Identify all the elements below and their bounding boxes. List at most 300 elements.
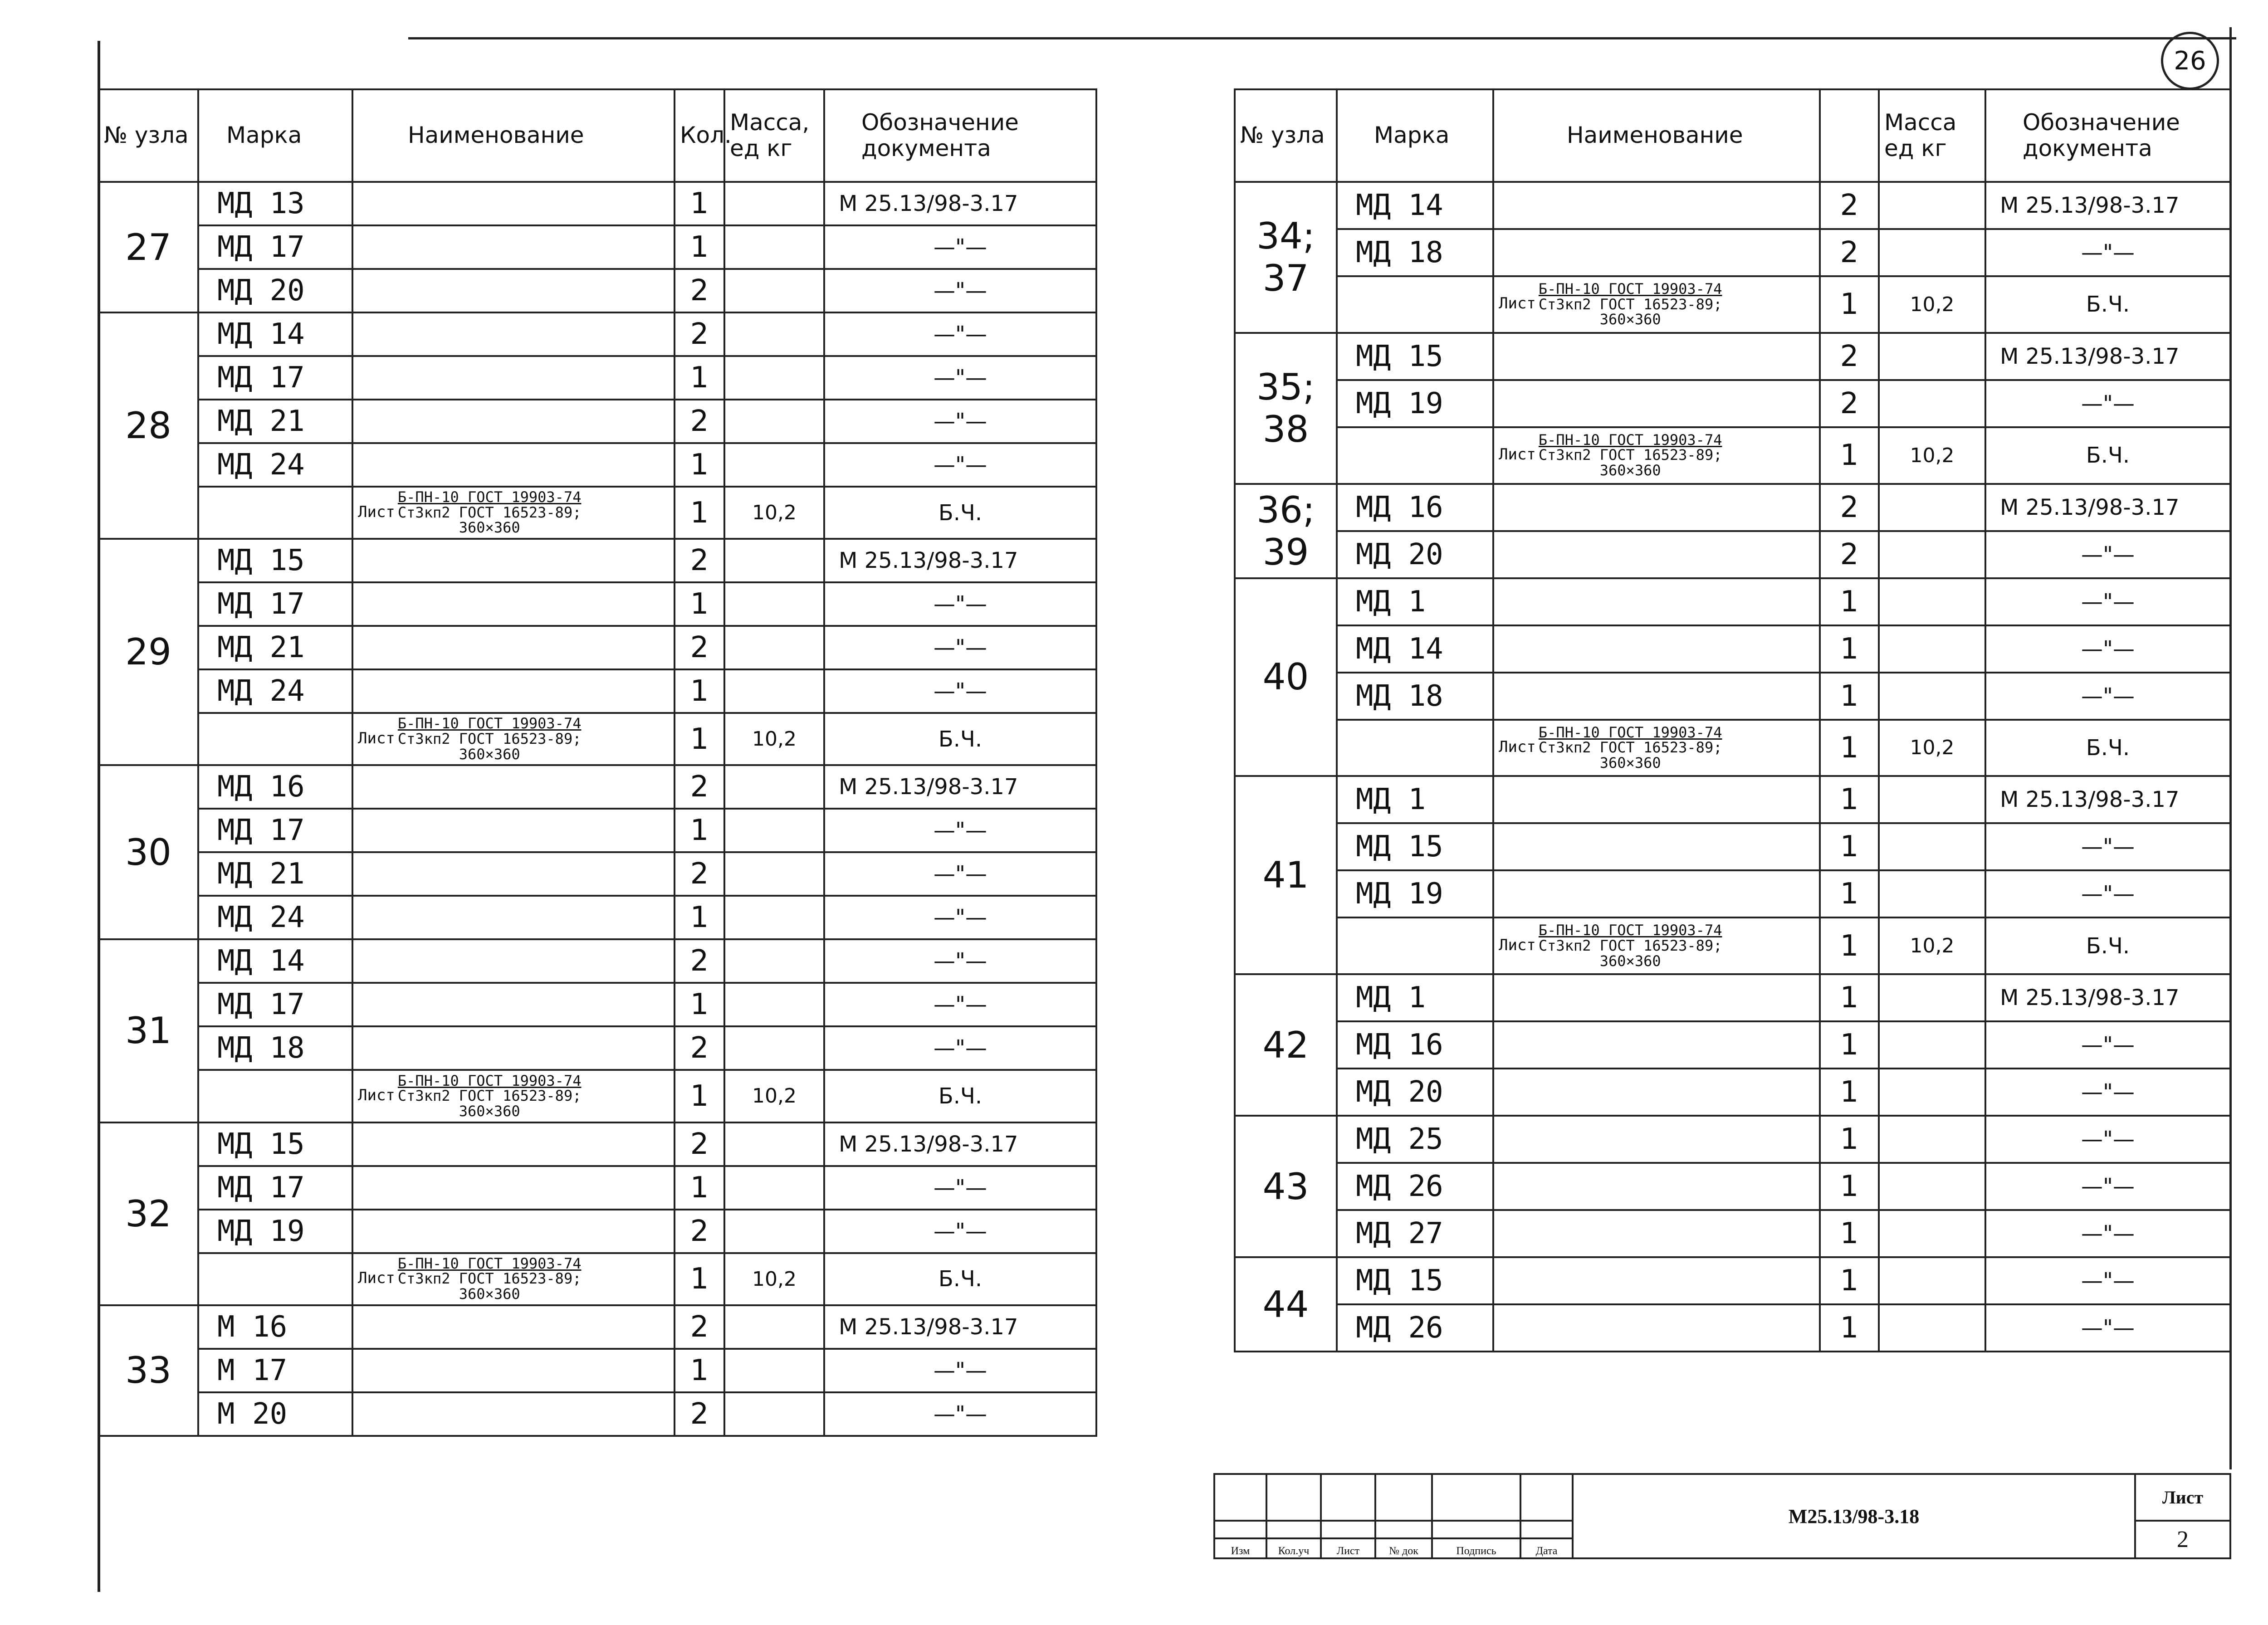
qty-cell: 1	[1820, 1257, 1879, 1304]
qty-cell: 1	[1820, 1116, 1879, 1163]
left-spec-table	[98, 88, 1097, 1437]
document-code: М25.13/98-3.18	[1573, 1474, 2135, 1558]
marka-cell: МД 21	[198, 852, 352, 896]
marka-cell: МД 1	[1337, 578, 1493, 625]
name-cell	[1493, 1210, 1820, 1257]
mass-cell: 10,2	[724, 487, 824, 539]
marka-cell	[198, 487, 352, 539]
name-fraction	[1539, 923, 1722, 969]
marka-cell: МД 20	[1337, 531, 1493, 578]
name-cell	[352, 765, 675, 809]
node-number: 31	[98, 939, 198, 1122]
name-cell	[1493, 1116, 1820, 1163]
qty-cell: 2	[675, 939, 724, 983]
col-mass-header: Масса, ед кг	[724, 89, 824, 182]
table-row	[1235, 1163, 2230, 1210]
name-cell	[1493, 673, 1820, 720]
qty-cell: 2	[675, 400, 724, 443]
doc-cell: М 25.13/98-3.17	[1985, 484, 2230, 531]
table-row	[98, 539, 1096, 582]
marka-cell	[1337, 917, 1493, 974]
mass-cell	[1879, 229, 1985, 276]
col-mass-header: Масса ед кг	[1879, 89, 1985, 182]
table-row	[98, 852, 1096, 896]
doc-cell: М 25.13/98-3.17	[1985, 182, 2230, 229]
name-grade: Б-ПН-10 ГОСТ 19903-74	[397, 1072, 582, 1089]
qty-cell: 1	[675, 487, 724, 539]
table-row	[1235, 673, 2230, 720]
stamp-cell	[1432, 1521, 1520, 1538]
marka-cell: МД 15	[1337, 1257, 1493, 1304]
mass-cell	[1879, 1069, 1985, 1116]
doc-cell: —"—	[824, 939, 1096, 983]
name-size: 360×360	[459, 1285, 520, 1303]
qty-cell: 1	[675, 356, 724, 400]
stamp-cell	[1520, 1521, 1573, 1538]
qty-cell: 2	[675, 312, 724, 356]
qty-cell: 1	[675, 182, 724, 225]
qty-cell: 1	[675, 1070, 724, 1122]
col-qty-header: Кол.	[675, 89, 724, 182]
qty-cell: 2	[1820, 182, 1879, 229]
node-number: 33	[98, 1305, 198, 1436]
qty-cell: 1	[675, 896, 724, 939]
qty-cell: 2	[1820, 380, 1879, 427]
table-row	[98, 765, 1096, 809]
doc-cell: —"—	[1985, 870, 2230, 917]
mass-cell: 10,2	[1879, 276, 1985, 333]
doc-cell: —"—	[1985, 1069, 2230, 1116]
marka-cell: МД 15	[198, 539, 352, 582]
marka-cell	[1337, 720, 1493, 776]
table-row	[98, 1026, 1096, 1070]
mass-cell	[1879, 333, 1985, 380]
doc-cell: —"—	[824, 1166, 1096, 1210]
table-row	[1235, 776, 2230, 823]
name-grade: Б-ПН-10 ГОСТ 19903-74	[1538, 922, 1722, 939]
mass-cell	[724, 669, 824, 713]
node-number: 30	[98, 765, 198, 939]
name-cell	[1493, 776, 1820, 823]
name-prefix: Лист	[358, 1269, 395, 1288]
col-name-header: Наименование	[352, 89, 675, 182]
mass-cell	[724, 443, 824, 487]
qty-cell: 2	[1820, 229, 1879, 276]
name-cell	[352, 1349, 675, 1392]
doc-cell: Б.Ч.	[824, 713, 1096, 765]
doc-cell: —"—	[824, 225, 1096, 269]
name-fraction	[398, 1074, 582, 1119]
mass-cell	[1879, 1257, 1985, 1304]
table-row	[98, 1070, 1096, 1122]
marka-cell: МД 17	[198, 1166, 352, 1210]
name-cell	[352, 400, 675, 443]
qty-cell: 1	[1820, 276, 1879, 333]
name-cell	[352, 182, 675, 225]
mass-cell	[1879, 531, 1985, 578]
qty-cell: 2	[675, 852, 724, 896]
marka-cell: МД 16	[1337, 1021, 1493, 1069]
node-number: 34; 37	[1235, 182, 1337, 333]
doc-cell: —"—	[1985, 625, 2230, 673]
name-cell	[1493, 720, 1820, 776]
name-fraction	[398, 716, 582, 762]
doc-cell: М 25.13/98-3.17	[824, 1305, 1096, 1349]
marka-cell: МД 15	[198, 1122, 352, 1166]
marka-cell: МД 18	[1337, 229, 1493, 276]
mass-cell	[724, 269, 824, 312]
mass-cell: 10,2	[724, 1253, 824, 1305]
marka-cell: МД 27	[1337, 1210, 1493, 1257]
name-cell	[1493, 1257, 1820, 1304]
marka-cell: МД 19	[198, 1210, 352, 1253]
doc-cell: —"—	[824, 852, 1096, 896]
stamp-label-kol-uch: Кол.уч	[1266, 1538, 1321, 1558]
col-doc-header: Обозначение документа	[1985, 89, 2230, 182]
name-cell	[1493, 578, 1820, 625]
table-row	[1235, 625, 2230, 673]
mass-cell	[1879, 484, 1985, 531]
doc-cell: —"—	[1985, 229, 2230, 276]
name-cell	[352, 713, 675, 765]
marka-cell: МД 16	[198, 765, 352, 809]
mass-cell: 10,2	[1879, 720, 1985, 776]
doc-cell: —"—	[1985, 531, 2230, 578]
qty-cell: 1	[1820, 917, 1879, 974]
doc-cell: М 25.13/98-3.17	[824, 1122, 1096, 1166]
doc-cell: —"—	[1985, 1021, 2230, 1069]
qty-cell: 2	[675, 269, 724, 312]
mass-cell	[1879, 673, 1985, 720]
name-cell	[352, 1166, 675, 1210]
mass-cell	[724, 765, 824, 809]
table-row	[1235, 1257, 2230, 1304]
name-grade: Б-ПН-10 ГОСТ 19903-74	[397, 715, 582, 732]
stamp-cell	[1214, 1521, 1266, 1538]
qty-cell: 1	[1820, 1021, 1879, 1069]
doc-cell: Б.Ч.	[824, 487, 1096, 539]
name-cell	[1493, 974, 1820, 1021]
name-cell	[352, 939, 675, 983]
left-header-row	[98, 89, 1096, 182]
qty-cell: 2	[675, 539, 724, 582]
marka-cell: МД 13	[198, 182, 352, 225]
doc-cell: —"—	[1985, 823, 2230, 870]
name-cell	[1493, 1021, 1820, 1069]
marka-cell: МД 15	[1337, 823, 1493, 870]
doc-cell: —"—	[1985, 1210, 2230, 1257]
name-grade: Б-ПН-10 ГОСТ 19903-74	[397, 488, 582, 506]
right-table-body	[1235, 182, 2230, 1352]
name-size: 360×360	[459, 745, 520, 763]
marka-cell: МД 18	[1337, 673, 1493, 720]
table-row	[98, 713, 1096, 765]
qty-cell: 1	[1820, 823, 1879, 870]
stamp-label-date: Дата	[1520, 1538, 1573, 1558]
mass-cell	[724, 1392, 824, 1436]
mass-cell	[724, 1349, 824, 1392]
doc-cell: —"—	[1985, 380, 2230, 427]
doc-cell: М 25.13/98-3.17	[824, 182, 1096, 225]
node-number: 29	[98, 539, 198, 765]
sheet-label: Лист	[2135, 1474, 2230, 1521]
name-size: 360×360	[1599, 952, 1661, 970]
name-cell	[1493, 484, 1820, 531]
right-spec-table	[1234, 88, 2231, 1352]
table-row	[1235, 823, 2230, 870]
marka-cell: МД 14	[198, 312, 352, 356]
name-cell	[352, 896, 675, 939]
node-number: 41	[1235, 776, 1337, 974]
name-cell	[1493, 1069, 1820, 1116]
name-cell	[352, 1305, 675, 1349]
qty-cell: 1	[675, 1253, 724, 1305]
qty-cell: 1	[1820, 625, 1879, 673]
doc-cell: —"—	[1985, 673, 2230, 720]
mass-cell: 10,2	[1879, 917, 1985, 974]
doc-cell: —"—	[824, 896, 1096, 939]
mass-cell	[724, 356, 824, 400]
mass-cell	[724, 182, 824, 225]
marka-cell: МД 21	[198, 626, 352, 669]
marka-cell	[1337, 427, 1493, 484]
qty-cell: 1	[1820, 578, 1879, 625]
name-steel: Ст3кп2 ГОСТ 16523-89;	[397, 1087, 582, 1105]
name-cell	[1493, 917, 1820, 974]
table-row	[98, 269, 1096, 312]
mass-cell	[1879, 1021, 1985, 1069]
name-fraction	[398, 1256, 582, 1302]
marka-cell	[198, 1070, 352, 1122]
name-cell	[352, 539, 675, 582]
table-row	[1235, 1116, 2230, 1163]
mass-cell: 10,2	[724, 1070, 824, 1122]
stamp-cell	[1266, 1521, 1321, 1538]
qty-cell: 1	[1820, 776, 1879, 823]
name-cell	[1493, 1163, 1820, 1210]
name-cell	[352, 487, 675, 539]
name-steel: Ст3кп2 ГОСТ 16523-89;	[1538, 446, 1722, 464]
qty-cell: 1	[1820, 673, 1879, 720]
node-number: 40	[1235, 578, 1337, 776]
qty-cell: 1	[1820, 1304, 1879, 1352]
table-row	[1235, 229, 2230, 276]
marka-cell: МД 17	[198, 809, 352, 852]
left-table-body	[98, 182, 1096, 1436]
sheet-number: 26	[2174, 46, 2206, 76]
marka-cell: МД 21	[198, 400, 352, 443]
table-row	[98, 626, 1096, 669]
name-fraction	[398, 490, 582, 536]
name-prefix: Лист	[1499, 737, 1536, 756]
mass-cell	[724, 1166, 824, 1210]
doc-cell: Б.Ч.	[1985, 427, 2230, 484]
name-fraction	[1539, 725, 1722, 771]
marka-cell: МД 25	[1337, 1116, 1493, 1163]
marka-cell: МД 26	[1337, 1163, 1493, 1210]
mass-cell	[1879, 823, 1985, 870]
doc-cell: Б.Ч.	[1985, 276, 2230, 333]
name-cell	[352, 225, 675, 269]
name-size: 360×360	[1599, 461, 1661, 479]
doc-cell: —"—	[824, 1210, 1096, 1253]
table-row	[98, 1122, 1096, 1166]
table-row	[98, 809, 1096, 852]
doc-cell: —"—	[824, 400, 1096, 443]
marka-cell: МД 17	[198, 582, 352, 626]
name-cell	[352, 356, 675, 400]
qty-cell: 2	[1820, 333, 1879, 380]
node-number: 27	[98, 182, 198, 312]
marka-cell: МД 24	[198, 669, 352, 713]
mass-cell	[1879, 974, 1985, 1021]
marka-cell: МД 20	[198, 269, 352, 312]
mass-cell	[724, 1026, 824, 1070]
col-name-header: Наименование	[1493, 89, 1820, 182]
name-prefix: Лист	[358, 729, 395, 747]
table-row	[98, 1210, 1096, 1253]
table-row	[98, 983, 1096, 1026]
table-row	[1235, 531, 2230, 578]
marka-cell: М 20	[198, 1392, 352, 1436]
marka-cell	[1337, 276, 1493, 333]
table-row	[1235, 276, 2230, 333]
marka-cell	[198, 1253, 352, 1305]
name-prefix: Лист	[358, 503, 395, 521]
name-cell	[1493, 427, 1820, 484]
name-cell	[1493, 625, 1820, 673]
mass-cell	[724, 896, 824, 939]
table-row	[98, 939, 1096, 983]
marka-cell: МД 20	[1337, 1069, 1493, 1116]
marka-cell: МД 15	[1337, 333, 1493, 380]
qty-cell: 1	[675, 1349, 724, 1392]
mass-cell	[724, 1305, 824, 1349]
name-steel: Ст3кп2 ГОСТ 16523-89;	[1538, 739, 1722, 756]
doc-cell: —"—	[824, 809, 1096, 852]
name-steel: Ст3кп2 ГОСТ 16523-89;	[397, 730, 582, 747]
marka-cell: МД 18	[198, 1026, 352, 1070]
name-cell	[1493, 531, 1820, 578]
name-grade: Б-ПН-10 ГОСТ 19903-74	[397, 1254, 582, 1272]
title-block	[1213, 1473, 2231, 1559]
doc-cell: —"—	[1985, 578, 2230, 625]
doc-cell: —"—	[824, 582, 1096, 626]
doc-cell: —"—	[824, 312, 1096, 356]
stamp-cell	[1520, 1474, 1573, 1521]
name-steel: Ст3кп2 ГОСТ 16523-89;	[397, 1270, 582, 1288]
col-marka-header: Марка	[1337, 89, 1493, 182]
name-prefix: Лист	[1499, 445, 1536, 464]
doc-cell: М 25.13/98-3.17	[824, 539, 1096, 582]
table-row	[98, 1305, 1096, 1349]
name-grade: Б-ПН-10 ГОСТ 19903-74	[1538, 280, 1722, 298]
stamp-label-list: Лист	[1321, 1538, 1375, 1558]
name-cell	[352, 809, 675, 852]
doc-cell: М 25.13/98-3.17	[824, 765, 1096, 809]
table-row	[1235, 974, 2230, 1021]
name-cell	[1493, 1304, 1820, 1352]
mass-cell	[1879, 380, 1985, 427]
qty-cell: 2	[675, 1392, 724, 1436]
stamp-cell	[1321, 1474, 1375, 1521]
node-number: 28	[98, 312, 198, 539]
name-size: 360×360	[459, 519, 520, 537]
stamp-label-izm: Изм	[1214, 1538, 1266, 1558]
table-row	[98, 356, 1096, 400]
stamp-cell	[1266, 1474, 1321, 1521]
qty-cell: 1	[1820, 1210, 1879, 1257]
name-size: 360×360	[459, 1102, 520, 1120]
doc-cell: Б.Ч.	[1985, 720, 2230, 776]
table-row	[1235, 182, 2230, 229]
sheet-value: 2	[2135, 1521, 2230, 1558]
qty-cell: 1	[1820, 1163, 1879, 1210]
table-row	[1235, 380, 2230, 427]
marka-cell: МД 17	[198, 356, 352, 400]
mass-cell	[1879, 625, 1985, 673]
name-steel: Ст3кп2 ГОСТ 16523-89;	[397, 503, 582, 521]
qty-cell: 2	[675, 1122, 724, 1166]
doc-cell: —"—	[1985, 1304, 2230, 1352]
qty-cell: 1	[675, 713, 724, 765]
mass-cell	[724, 1122, 824, 1166]
col-doc-header: Обозначение документа	[824, 89, 1096, 182]
qty-cell: 1	[675, 443, 724, 487]
qty-cell: 1	[675, 809, 724, 852]
table-row	[98, 182, 1096, 225]
name-size: 360×360	[1599, 754, 1661, 771]
table-row	[98, 400, 1096, 443]
mass-cell	[1879, 870, 1985, 917]
doc-cell: М 25.13/98-3.17	[1985, 333, 2230, 380]
doc-cell: М 25.13/98-3.17	[1985, 974, 2230, 1021]
node-number: 32	[98, 1122, 198, 1305]
stamp-cell	[1375, 1521, 1432, 1538]
qty-cell: 1	[675, 669, 724, 713]
table-row	[98, 582, 1096, 626]
table-row	[98, 312, 1096, 356]
table-row	[98, 443, 1096, 487]
table-row	[1235, 578, 2230, 625]
mass-cell	[724, 983, 824, 1026]
node-number: 36; 39	[1235, 484, 1337, 578]
name-cell	[352, 1122, 675, 1166]
table-row	[98, 669, 1096, 713]
mass-cell	[1879, 578, 1985, 625]
marka-cell: М 17	[198, 1349, 352, 1392]
qty-cell: 2	[675, 1026, 724, 1070]
name-prefix: Лист	[1499, 936, 1536, 954]
table-row	[98, 225, 1096, 269]
marka-cell: МД 1	[1337, 974, 1493, 1021]
stamp-label-doc-no: № док	[1375, 1538, 1432, 1558]
table-row	[1235, 484, 2230, 531]
doc-cell: —"—	[824, 269, 1096, 312]
name-cell	[352, 1026, 675, 1070]
table-row	[98, 1166, 1096, 1210]
name-fraction	[1539, 433, 1722, 478]
mass-cell	[724, 626, 824, 669]
name-cell	[1493, 276, 1820, 333]
mass-cell	[1879, 1163, 1985, 1210]
name-size: 360×360	[1599, 311, 1661, 328]
name-cell	[352, 1253, 675, 1305]
mass-cell	[724, 582, 824, 626]
name-cell	[352, 852, 675, 896]
stamp-cell	[1321, 1521, 1375, 1538]
name-cell	[352, 582, 675, 626]
